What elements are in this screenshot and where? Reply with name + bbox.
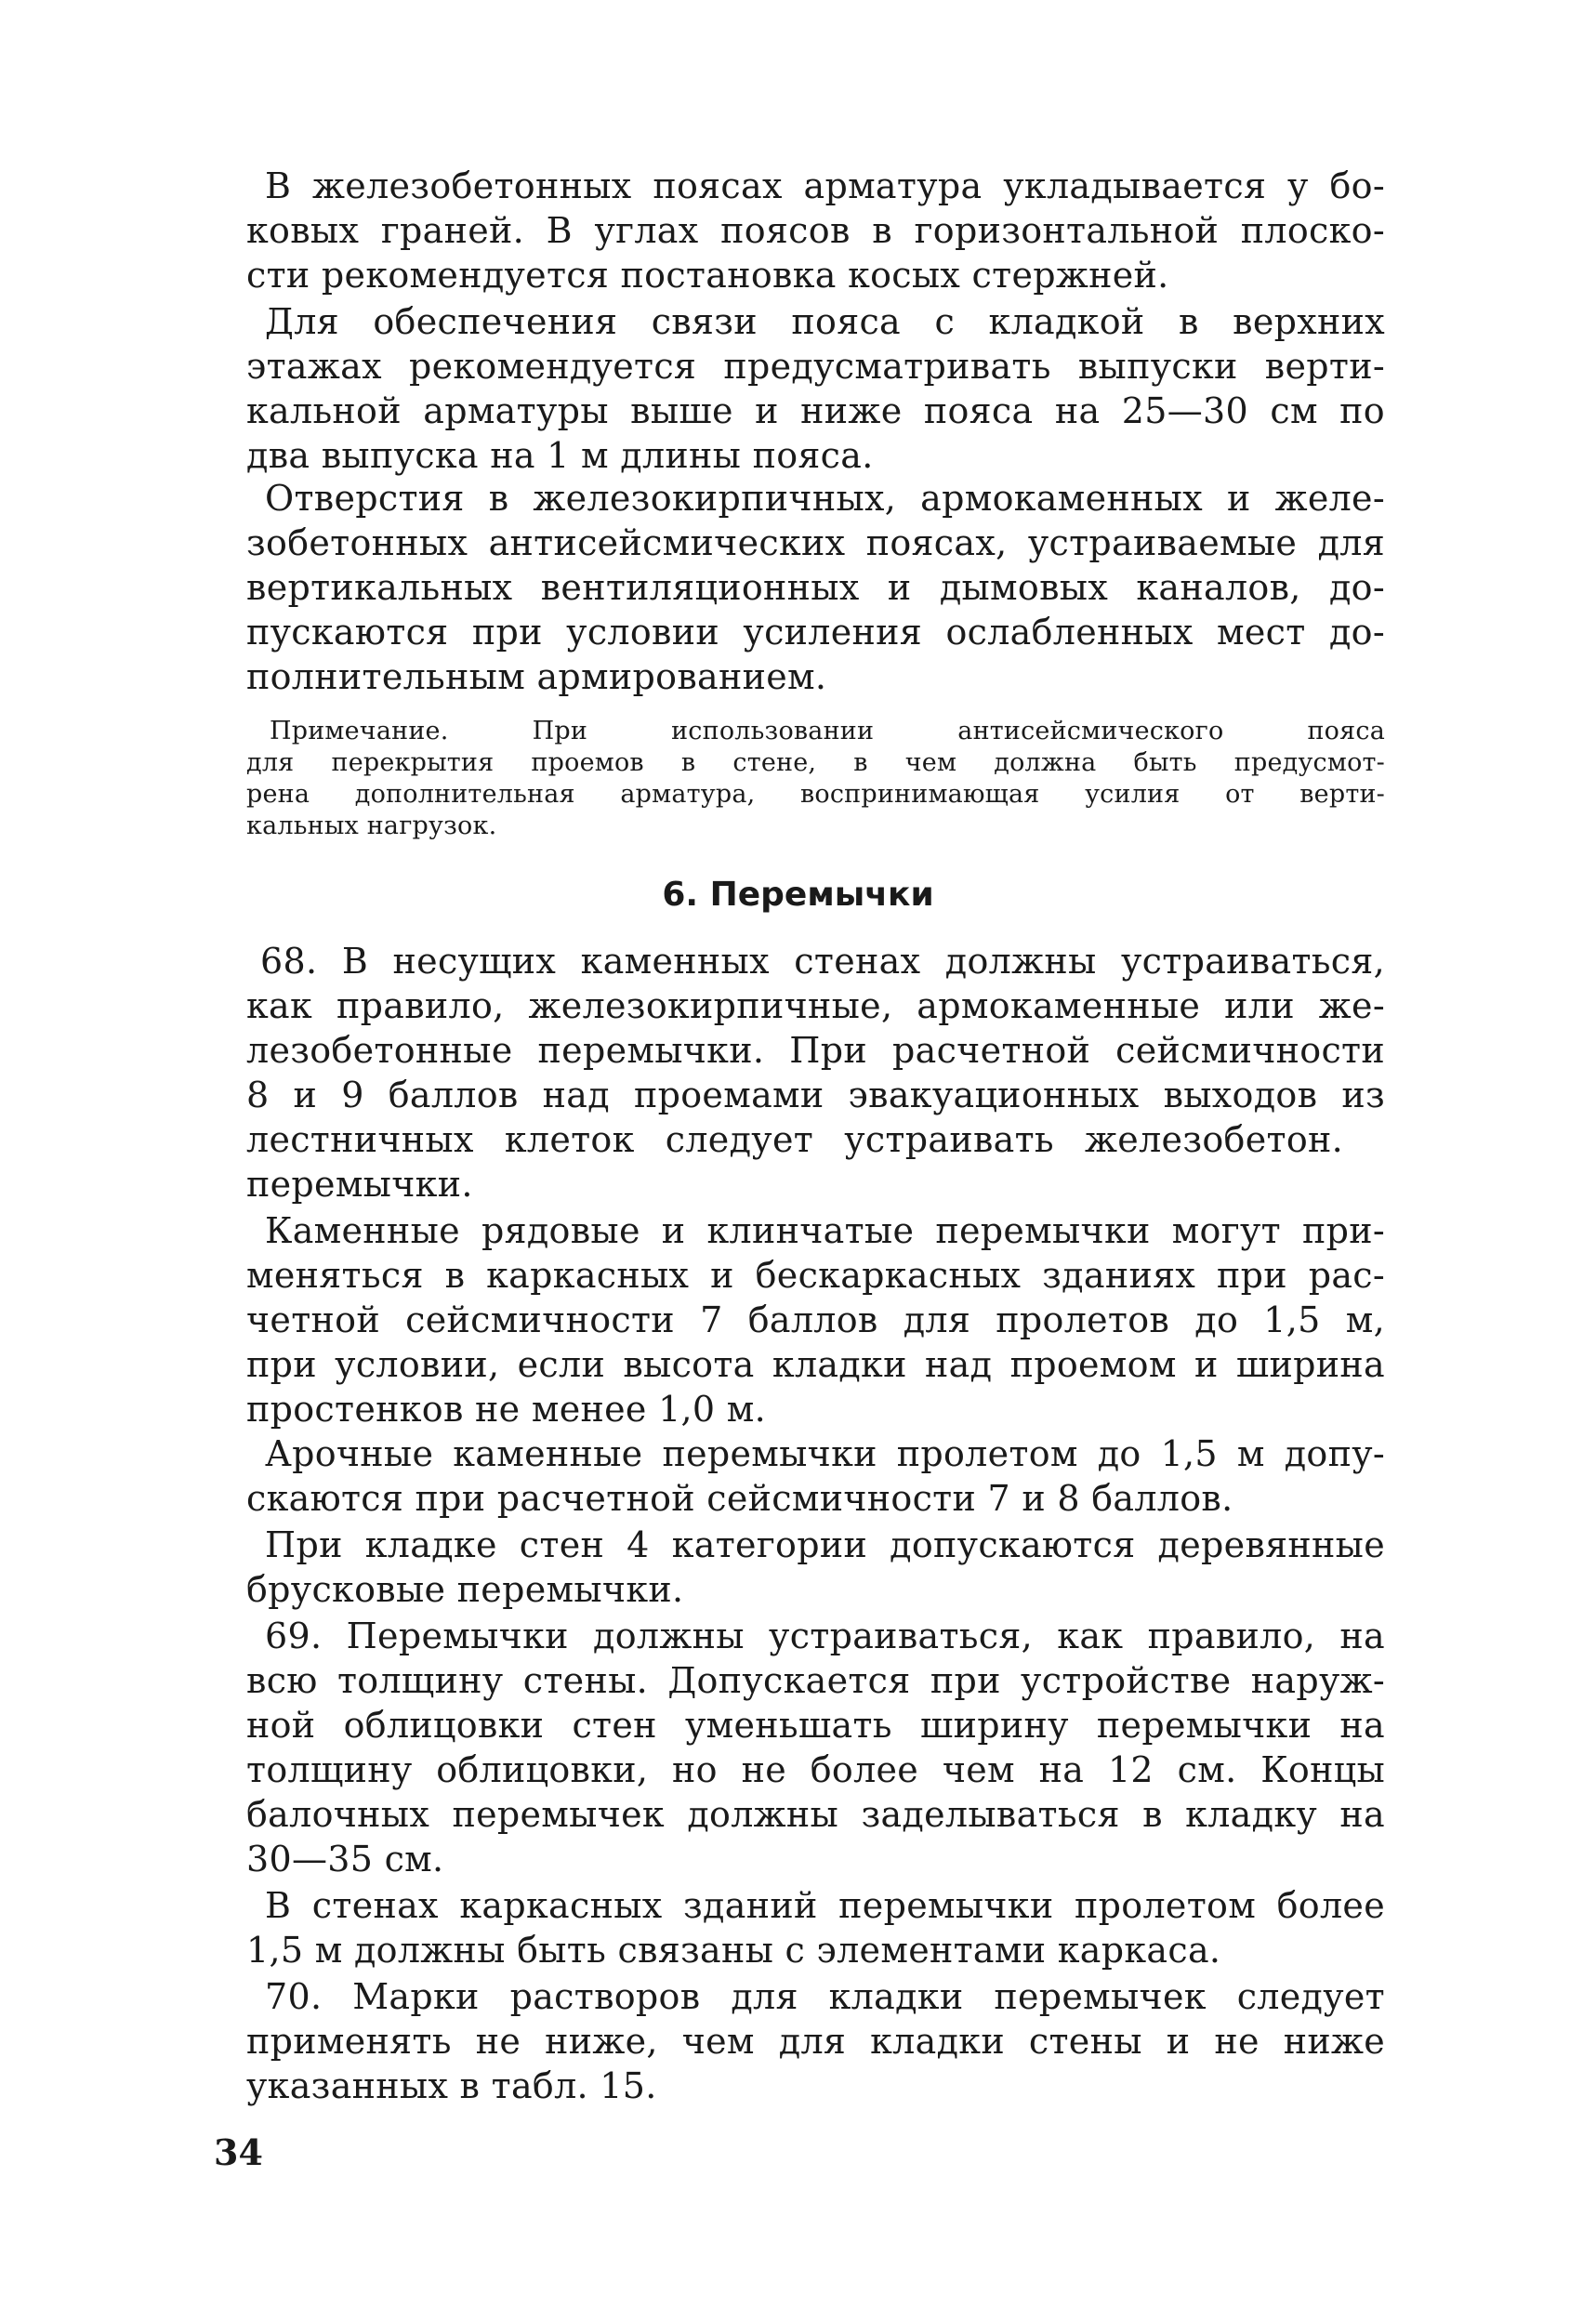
text-line: В железобетонных поясах арматура укладывается у бо- [265,165,1385,206]
text-line: 30—35 см. [246,1839,444,1879]
text-line: Арочные каменные перемычки пролетом до 1,5 м допу- [265,1433,1385,1474]
text-line: этажах рекомендуется предусматривать выпуски верти- [246,346,1385,387]
section-heading: 6. Перемычки [662,876,934,914]
note-line: Примечание. При использовании антисейсмического пояса [270,717,1385,745]
text-line: зобетонных антисейсмических поясах, устраиваемые для [246,522,1385,563]
text-line: четной сейсмичности 7 баллов для пролетов до 1,5 м, [246,1299,1385,1340]
text-line: перемычки. [246,1164,473,1205]
text-line: всю толщину стены. Допускается при устройстве наруж- [246,1660,1385,1701]
text-line: ной облицовки стен уменьшать ширину перемычки на [246,1705,1385,1746]
note-line: для перекрытия проемов в стене, в чем должна быть предусмот- [246,748,1385,777]
text-line: скаются при расчетной сейсмичности 7 и 8 баллов. [246,1478,1233,1519]
text-line: вертикальных вентиляционных и дымовых каналов, до- [246,567,1385,608]
text-line: полнительным армированием. [246,656,827,697]
text-line: 70. Марки растворов для кладки перемычек следует [265,1976,1385,2017]
text-line: Отверстия в железокирпичных, армокаменных и желе- [265,478,1385,519]
text-line: 1,5 м должны быть связаны с элементами каркаса. [246,1930,1221,1971]
note-line: рена дополнительная арматура, воспринимающая усилия от верти- [246,780,1385,809]
text-line: простенков не менее 1,0 м. [246,1389,767,1430]
text-line: 68. В несущих каменных стенах должны устраиваться, [260,941,1385,982]
text-line: меняться в каркасных и бескаркасных зданиях при рас- [246,1255,1385,1296]
text-line: два выпуска на 1 м длины пояса. [246,435,874,476]
text-line: как правило, железокирпичные, армокаменные или же- [246,985,1385,1026]
text-line: балочных перемычек должны заделываться в кладку на [246,1794,1385,1835]
text-line: брусковые перемычки. [246,1569,684,1610]
text-line: Каменные рядовые и клинчатые перемычки могут при- [265,1210,1385,1251]
text-line: ковых граней. В углах поясов в горизонтальной плоско- [246,210,1385,251]
note-line: кальных нагрузок. [246,811,497,840]
text-line: пускаются при условии усиления ослабленных мест до- [246,612,1385,653]
page-number: 34 [214,2131,263,2173]
text-line: применять не ниже, чем для кладки стены и не ниже [246,2021,1385,2062]
text-line: толщину облицовки, но не более чем на 12 см. Концы [246,1749,1385,1790]
text-line: Для обеспечения связи пояса с кладкой в верхних [265,301,1385,342]
text-line: сти рекомендуется постановка косых стержней. [246,255,1169,296]
text-line: При кладке стен 4 категории допускаются деревянные [265,1524,1385,1565]
text-line: указанных в табл. 15. [246,2065,657,2106]
text-line: 8 и 9 баллов над проемами эвакуационных выходов из [246,1075,1385,1115]
text-line: 69. Перемычки должны устраиваться, как правило, на [265,1616,1385,1656]
text-line: В стенах каркасных зданий перемычки пролетом более [265,1885,1385,1926]
text-line: лестничных клеток следует устраивать железобетон. [246,1119,1343,1160]
text-line: лезобетонные перемычки. При расчетной сейсмичности [246,1030,1385,1071]
text-line: кальной арматуры выше и ниже пояса на 25—30 см по [246,390,1385,431]
text-line: при условии, если высота кладки над проемом и ширина [246,1344,1385,1385]
